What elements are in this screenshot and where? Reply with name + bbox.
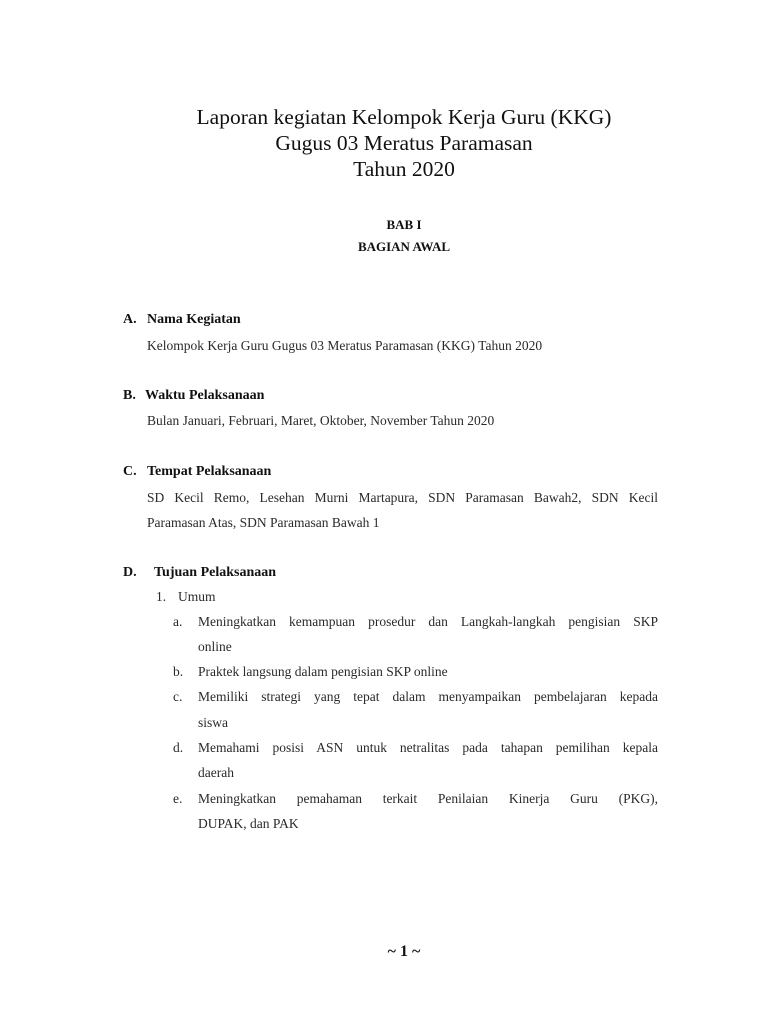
list-item-marker: b. bbox=[173, 664, 184, 679]
page-number: ~ 1 ~ bbox=[387, 943, 421, 960]
section-d-heading: Tujuan Pelaksanaan bbox=[154, 565, 277, 580]
list-item-text-line-2: daerah bbox=[198, 765, 234, 780]
list-item-text-line-1: Meningkatkan kemampuan prosedur dan Langkah-langkah pengisian SKP bbox=[198, 614, 658, 629]
section-b-marker: B. bbox=[123, 388, 136, 403]
section-d-marker: D. bbox=[123, 565, 137, 580]
list-item-marker: a. bbox=[173, 614, 183, 629]
section-c-text-line-1: SD Kecil Remo, Lesehan Murni Martapura, SDN Paramasan Bawah2, SDN Kecil bbox=[147, 490, 658, 505]
list-item-marker: c. bbox=[173, 689, 183, 704]
list-item-text-line-2: DUPAK, dan PAK bbox=[198, 816, 299, 831]
list-item-text-line-2: online bbox=[198, 639, 232, 654]
chapter-name: BAGIAN AWAL bbox=[357, 239, 451, 254]
title-line-3: Tahun 2020 bbox=[353, 157, 455, 181]
subsection-1-marker: 1. bbox=[156, 589, 167, 604]
title-line-1: Laporan kegiatan Kelompok Kerja Guru (KKG) bbox=[196, 105, 612, 129]
section-a-marker: A. bbox=[123, 312, 137, 327]
list-item-text-line-1: Meningkatkan pemahaman terkait Penilaian Kinerja Guru (PKG), bbox=[198, 791, 658, 806]
list-item-marker: d. bbox=[173, 740, 184, 755]
subsection-1-heading: Umum bbox=[178, 589, 216, 604]
chapter-number: BAB I bbox=[386, 217, 422, 232]
list-item-text-line-1: Memahami posisi ASN untuk netralitas pada tahapan pemilihan kepala bbox=[198, 740, 658, 755]
section-c-marker: C. bbox=[123, 464, 137, 479]
report-title bbox=[0, 104, 768, 182]
list-item-text-line-2: siswa bbox=[198, 715, 228, 730]
section-b-text: Bulan Januari, Februari, Maret, Oktober, November Tahun 2020 bbox=[147, 413, 495, 428]
section-c-heading: Tempat Pelaksanaan bbox=[147, 464, 272, 479]
list-item-text-line-1: Praktek langsung dalam pengisian SKP online bbox=[198, 664, 448, 679]
section-a-text: Kelompok Kerja Guru Gugus 03 Meratus Paramasan (KKG) Tahun 2020 bbox=[147, 338, 543, 353]
section-b-heading: Waktu Pelaksanaan bbox=[145, 388, 265, 403]
list-item-marker: e. bbox=[173, 791, 183, 806]
section-a-heading: Nama Kegiatan bbox=[147, 312, 241, 327]
title-line-2: Gugus 03 Meratus Paramasan bbox=[275, 131, 533, 155]
section-c-text-line-2: Paramasan Atas, SDN Paramasan Bawah 1 bbox=[147, 515, 380, 530]
list-item-text-line-1: Memiliki strategi yang tepat dalam menyampaikan pembelajaran kepada bbox=[198, 689, 658, 704]
